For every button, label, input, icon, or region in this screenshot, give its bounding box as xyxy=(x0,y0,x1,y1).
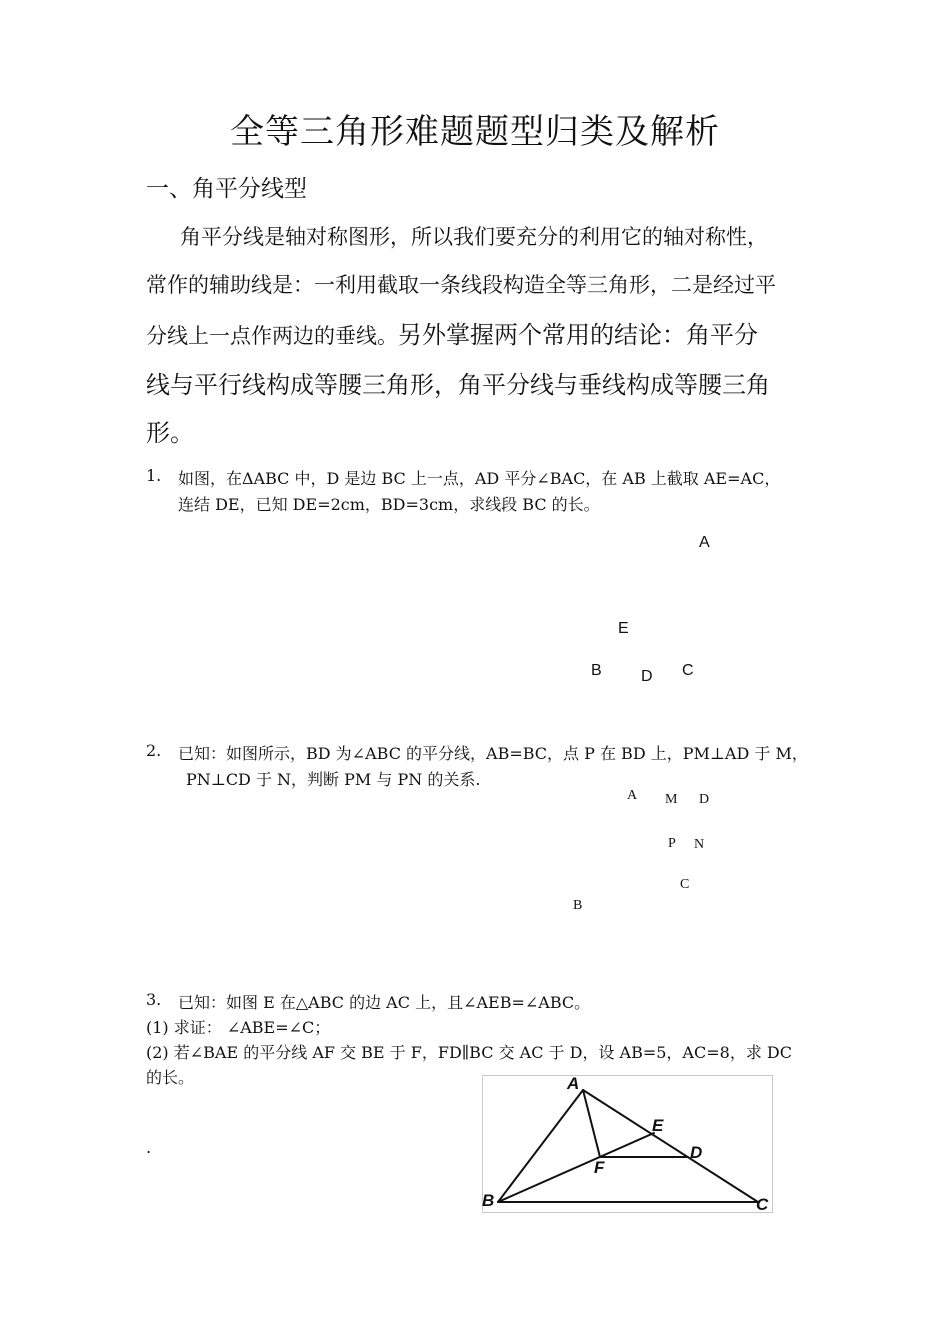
intro-line-3 xyxy=(146,320,758,351)
q1-number: 1. xyxy=(146,466,162,485)
q1-label-a: A xyxy=(699,534,710,551)
q2-label-a: A xyxy=(627,788,638,803)
q1-line-2: 连结 DE，已知 DE=2cm，BD=3cm，求线段 BC 的长。 xyxy=(178,495,600,514)
fig-label-f: F xyxy=(594,1158,605,1177)
intro-line-3a: 分线上一点作两边的垂线。 xyxy=(146,324,398,348)
q3-line-4: 的长。 xyxy=(146,1068,195,1087)
q3-dot: . xyxy=(146,1138,152,1157)
q3-figure xyxy=(482,1075,774,1215)
line-be xyxy=(498,1133,654,1202)
q2-label-b: B xyxy=(573,898,583,913)
q1-label-d: D xyxy=(641,668,653,685)
q3-number: 3. xyxy=(146,990,162,1009)
q1-label-c: C xyxy=(682,662,694,679)
figure-lines xyxy=(498,1090,758,1202)
line-ab xyxy=(498,1090,583,1202)
line-ac xyxy=(583,1090,758,1202)
q2-label-d: D xyxy=(699,792,710,807)
q3-line-2: (1) 求证： ∠ABE=∠C； xyxy=(146,1018,331,1037)
q2-label-m: M xyxy=(665,792,678,807)
fig-label-a: A xyxy=(567,1075,580,1093)
q2-line-2: PN⊥CD 于 N，判断 PM 与 PN 的关系. xyxy=(186,770,481,789)
q3-line-3: (2) 若∠BAE 的平分线 AF 交 BE 于 F，FD∥BC 交 AC 于 D，设 AB=5，AC=8，求 DC xyxy=(146,1043,792,1062)
q3-line-1: 已知：如图 E 在△ABC 的边 AC 上，且∠AEB=∠ABC。 xyxy=(178,993,591,1012)
fig-label-e: E xyxy=(652,1116,664,1135)
intro-line-5: 形。 xyxy=(146,419,194,447)
section-heading: 一、角平分线型 xyxy=(146,176,307,202)
q2-line-1: 已知：如图所示，BD 为∠ABC 的平分线，AB=BC，点 P 在 BD 上，PM⊥AD 于 M， xyxy=(178,744,808,763)
intro-line-4: 线与平行线构成等腰三角形，角平分线与垂线构成等腰三角 xyxy=(146,371,770,399)
intro-line-1: 角平分线是轴对称图形，所以我们要充分的利用它的轴对称性， xyxy=(180,225,768,249)
q1-line-1: 如图，在ΔABC 中，D 是边 BC 上一点，AD 平分∠BAC，在 AB 上截取 AE=AC， xyxy=(178,469,781,488)
fig-label-b: B xyxy=(482,1191,495,1210)
fig-label-c: C xyxy=(756,1195,769,1214)
q1-label-b: B xyxy=(591,662,602,679)
page-title: 全等三角形难题题型归类及解析 xyxy=(230,112,720,152)
q2-label-c: C xyxy=(680,877,690,892)
q2-number: 2. xyxy=(146,741,162,760)
fig-label-d: D xyxy=(690,1143,703,1162)
q1-label-e: E xyxy=(618,620,629,637)
q2-label-n: N xyxy=(694,837,705,852)
q2-label-p: P xyxy=(668,836,676,851)
intro-line-3b: 另外掌握两个常用的结论：角平分 xyxy=(398,321,758,349)
intro-line-2: 常作的辅助线是：一利用截取一条线段构造全等三角形，二是经过平 xyxy=(146,273,776,297)
